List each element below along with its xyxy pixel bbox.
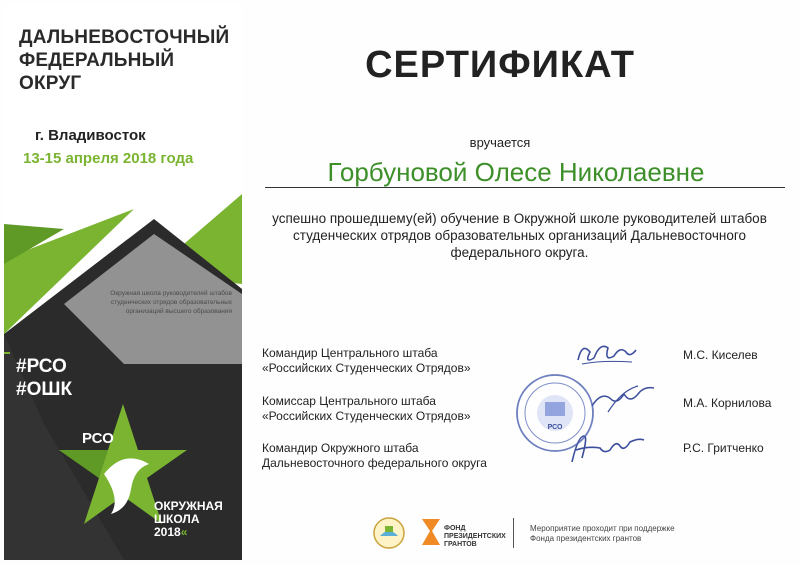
chevron-icon: « xyxy=(180,525,188,539)
left-panel xyxy=(4,4,242,560)
signatory-name: М.А. Корнилова xyxy=(683,396,772,410)
school-logo-text xyxy=(154,500,223,539)
school-year xyxy=(154,526,223,539)
fund-logo-text xyxy=(444,525,506,549)
school-line-1: ОКРУЖНАЯ xyxy=(154,499,223,513)
event-dates: 13-15 апреля 2018 года xyxy=(23,150,194,167)
hashtag-oshk: #ОШК xyxy=(16,379,73,400)
support-note-line-1: Мероприятие проходит при поддержке xyxy=(530,524,675,533)
signature-kornilova xyxy=(588,384,660,418)
signatory-name: Р.С. Гритченко xyxy=(683,441,764,455)
fund-line-2: ПРЕЗИДЕНТСКИХ xyxy=(444,533,506,540)
role-line-2: «Российских Студенческих Отрядов» xyxy=(262,361,471,375)
city: г. Владивосток xyxy=(35,127,146,144)
role-line-1: Командир Окружного штаба xyxy=(262,441,419,455)
region-line-1: ДАЛЬНЕВОСТОЧНЫЙ xyxy=(19,27,230,48)
stamp-text: РСО xyxy=(547,424,563,431)
region-line-2: ФЕДЕРАЛЬНЫЙ xyxy=(19,50,175,71)
school-line-2: ШКОЛА xyxy=(154,512,200,526)
star-logo-text: РСО xyxy=(82,430,114,447)
stamp-icon xyxy=(514,372,596,454)
region-line-3: ОКРУГ xyxy=(19,73,82,94)
hashtag-rso: #РСО xyxy=(16,356,67,377)
fund-line-1: ФОНД xyxy=(444,525,466,532)
footer-divider xyxy=(513,518,514,548)
region-title xyxy=(19,26,229,95)
role-line-1: Комиссар Центрального штаба xyxy=(262,394,436,408)
signature-kiselev xyxy=(572,336,642,372)
role-line-2: «Российских Студенческих Отрядов» xyxy=(262,409,471,423)
role-line-1: Командир Центрального штаба xyxy=(262,346,438,360)
official-stamp xyxy=(514,372,596,454)
signatory-name: М.С. Киселев xyxy=(683,348,758,362)
support-note xyxy=(530,524,675,544)
certificate-title: СЕРТИФИКАТ xyxy=(365,44,635,86)
name-underline xyxy=(265,187,785,188)
school-description: Окружная школа руководителей штабов студенческих отрядов образовательных организаций высшего образования xyxy=(110,290,232,315)
recipient-name: Горбуновой Олесе Николаевне xyxy=(327,157,705,187)
fund-logo-icon xyxy=(418,517,444,547)
fund-line-3: ГРАНТОВ xyxy=(444,541,477,548)
school-year-value: 2018 xyxy=(154,525,181,539)
role-line-2: Дальневосточного федерального округа xyxy=(262,456,487,470)
certificate-body: успешно прошедшему(ей) обучение в Окружной школе руководителей штабов студенческих отрядов образовательных организаций Дальневосточного федерального округа. xyxy=(272,211,767,260)
emblem-logo-icon xyxy=(372,516,406,550)
awarded-label: вручается xyxy=(469,135,531,150)
support-note-line-2: Фонда президентских грантов xyxy=(530,534,642,543)
